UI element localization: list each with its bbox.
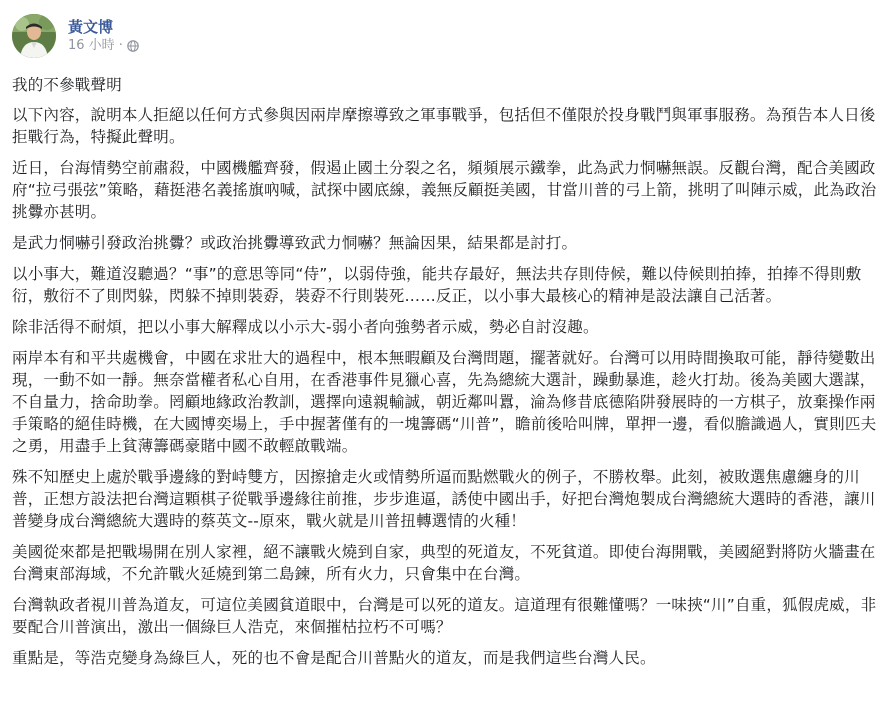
post-paragraph: 以小事大，難道沒聽過？“事”的意思等同“侍”，以弱侍強，能共存最好，無法共存則侍候，難以侍候則拍捧，拍捧不得則敷衍，敷衍不了則閃躲，閃躲不掉則裝孬，裝孬不行則裝死……反正，以小事大最核心的精神是設法讓自己活著。: [12, 265, 862, 305]
post-paragraph: 殊不知歷史上處於戰爭邊緣的對峙雙方，因擦搶走火或情勢所逼而點燃戰火的例子，不勝枚舉。此刻，被敗選焦慮纏身的川普，正想方設法把台灣這顆棋子從戰爭邊緣往前推，步步進逼，誘使中國出手，好把台灣炮製成台灣總統大選時的香港，讓川普變身成台灣總統大選時的蔡英文--原來，戰火就是川普扭轉選情的火種！: [12, 468, 876, 530]
post-body: [12, 74, 884, 678]
avatar-photo: [12, 14, 56, 58]
post-paragraph: 重點是，等浩克變身為綠巨人，死的也不會是配合川普點火的道友，而是我們這些台灣人民。: [12, 649, 656, 667]
meta-separator: ·: [118, 38, 123, 53]
post-timestamp[interactable]: 16 小時: [68, 38, 115, 53]
post-meta: [68, 37, 139, 55]
author-name-link[interactable]: 黃文博: [68, 18, 114, 36]
globe-icon[interactable]: [127, 40, 139, 52]
post-paragraph: 兩岸本有和平共處機會，中國在求壯大的過程中，根本無暇顧及台灣問題，擺著就好。台灣可以用時間換取可能，靜待變數出現，一動不如一靜。無奈當權者私心自用，在香港事件見獵心喜，先為總統大選計，躁動暴進，趁火打劫。後為美國大選謀，不自量力，捨命助拳。罔顧地緣政治教訓，選擇向遠親輸誠，朝近鄰叫囂，淪為修昔底德陷阱發展時的一方棋子，放棄操作兩手策略的絕佳時機，在大國博奕場上，手中握著僅有的一塊籌碼“川普”，瞻前後哈叫牌，單押一邊，看似膽識過人，實則匹夫之勇，用盡手上貧薄籌碼豪賭中國不敢輕啟戰端。: [12, 349, 877, 455]
post-paragraph: 美國從來都是把戰場開在別人家裡，絕不讓戰火燒到自家，典型的死道友，不死貧道。即使台海開戰，美國絕對將防火牆畫在台灣東部海域，不允許戰火延燒到第二島鍊，所有火力，只會集中在台灣。: [12, 543, 876, 583]
post-paragraph: 以下內容，說明本人拒絕以任何方式參與因兩岸摩擦導致之軍事戰爭，包括但不僅限於投身戰鬥與軍事服務。為預告本人日後拒戰行為，特擬此聲明。: [12, 106, 876, 146]
post-paragraph: 近日，台海情勢空前肅殺，中國機艦齊發，假遏止國土分裂之名，頻頻展示鐵拳，此為武力恫嚇無誤。反觀台灣，配合美國政府“拉弓張弦”策略，藉挺港名義搖旗吶喊，試探中國底線，義無反顧挺美國，甘當川普的弓上箭，挑明了叫陣示威，此為政治挑釁亦甚明。: [12, 159, 877, 221]
post-paragraph: 除非活得不耐煩，把以小事大解釋成以小示大-弱小者向強勢者示威，勢必自討沒趣。: [12, 318, 599, 336]
post-paragraph: 是武力恫嚇引發政治挑釁？或政治挑釁導致武力恫嚇？無論因果，結果都是討打。: [12, 234, 578, 252]
post-title: 我的不參戰聲明: [12, 76, 122, 94]
post-header: [12, 12, 139, 60]
avatar[interactable]: [12, 14, 56, 58]
author-block: [68, 17, 139, 55]
post-paragraph: 台灣執政者視川普為道友，可這位美國貧道眼中，台灣是可以死的道友。這道理有很難懂嗎？一味挾“川”自重，狐假虎威，非要配合川普演出，激出一個綠巨人浩克，來個摧枯拉朽不可嗎？: [12, 596, 877, 636]
